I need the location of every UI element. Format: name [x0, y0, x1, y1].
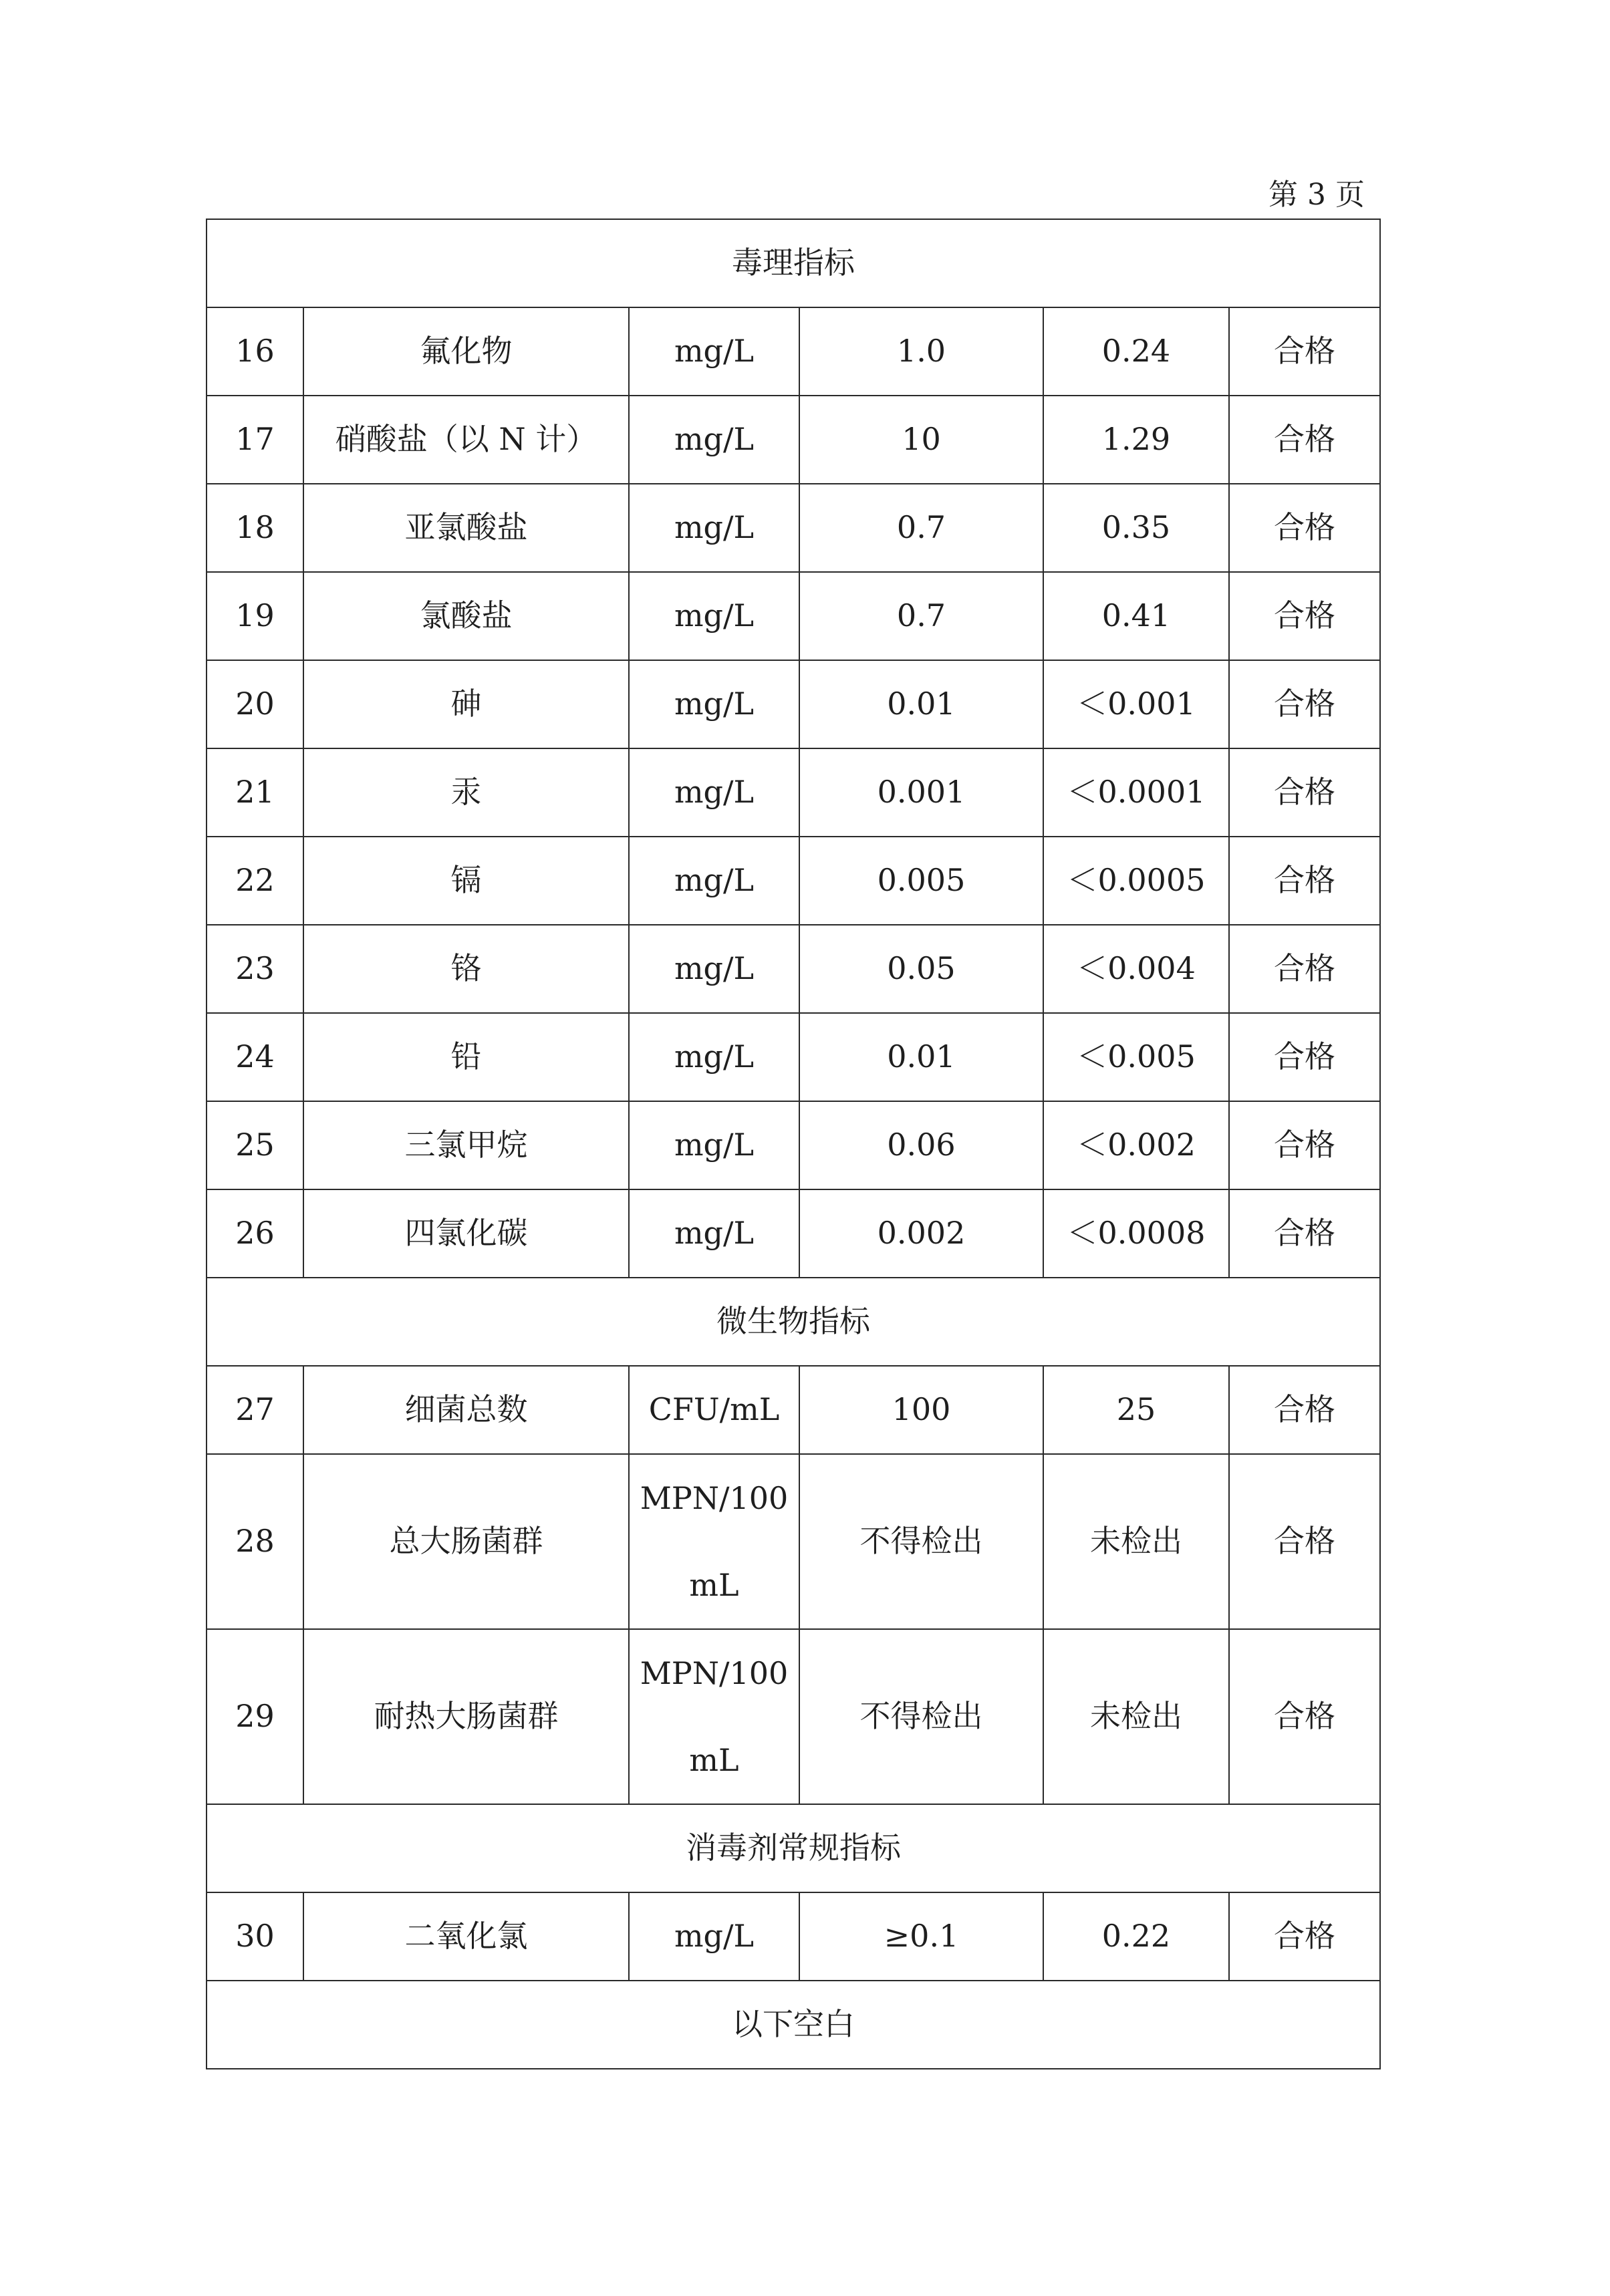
row-result: 0.24: [1043, 307, 1229, 396]
row-number: 17: [207, 396, 303, 484]
row-result: ＜0.005: [1043, 1013, 1229, 1101]
row-limit: 不得检出: [799, 1629, 1043, 1804]
row-unit: [629, 1629, 799, 1804]
row-unit-line1: MPN/100: [640, 1655, 789, 1691]
row-number: 30: [207, 1892, 303, 1981]
row-unit: mg/L: [629, 1189, 799, 1278]
row-unit: mg/L: [629, 396, 799, 484]
table-row: [207, 396, 1380, 484]
row-unit: mg/L: [629, 748, 799, 837]
table-row: [207, 660, 1380, 748]
table-row: [207, 748, 1380, 837]
table-row: [207, 837, 1380, 925]
row-item: 细菌总数: [303, 1366, 629, 1454]
page-number: 第 3 页: [1268, 178, 1365, 212]
row-unit-line2: mL: [689, 1742, 739, 1778]
row-unit: mg/L: [629, 1101, 799, 1189]
row-verdict: 合格: [1229, 1454, 1380, 1629]
row-item: 亚氯酸盐: [303, 484, 629, 572]
row-number: 21: [207, 748, 303, 837]
row-limit: 0.05: [799, 925, 1043, 1013]
row-verdict: 合格: [1229, 1101, 1380, 1189]
row-limit: 10: [799, 396, 1043, 484]
table-row: [207, 1892, 1380, 1981]
row-unit-line1: MPN/100: [640, 1480, 789, 1516]
row-unit: [629, 1454, 799, 1629]
section-title: 微生物指标: [207, 1278, 1380, 1366]
table-row: [207, 1013, 1380, 1101]
row-result: 25: [1043, 1366, 1229, 1454]
row-item: 铬: [303, 925, 629, 1013]
row-verdict: 合格: [1229, 1189, 1380, 1278]
row-number: 26: [207, 1189, 303, 1278]
row-unit: mg/L: [629, 1892, 799, 1981]
row-item: 汞: [303, 748, 629, 837]
row-unit: mg/L: [629, 660, 799, 748]
table-row: [207, 1189, 1380, 1278]
section-title: 毒理指标: [207, 219, 1380, 307]
table-row: [207, 1454, 1380, 1629]
table-row: [207, 484, 1380, 572]
row-limit: 0.001: [799, 748, 1043, 837]
row-item: 四氯化碳: [303, 1189, 629, 1278]
row-item: 砷: [303, 660, 629, 748]
section-title: 消毒剂常规指标: [207, 1804, 1380, 1892]
row-result: ＜0.0005: [1043, 837, 1229, 925]
row-unit-line2: mL: [689, 1567, 739, 1603]
row-unit: mg/L: [629, 837, 799, 925]
row-result: ＜0.002: [1043, 1101, 1229, 1189]
blank-below-note: 以下空白: [207, 1981, 1380, 2069]
table-row: [207, 1366, 1380, 1454]
row-limit: 0.7: [799, 484, 1043, 572]
table-row: [207, 925, 1380, 1013]
row-result: 未检出: [1043, 1454, 1229, 1629]
table-row: [207, 1629, 1380, 1804]
row-item: 硝酸盐（以 N 计）: [303, 396, 629, 484]
row-limit: 0.01: [799, 660, 1043, 748]
row-number: 20: [207, 660, 303, 748]
row-limit: 0.7: [799, 572, 1043, 660]
row-item: 三氯甲烷: [303, 1101, 629, 1189]
row-number: 23: [207, 925, 303, 1013]
row-verdict: 合格: [1229, 1013, 1380, 1101]
row-number: 19: [207, 572, 303, 660]
row-limit: 0.06: [799, 1101, 1043, 1189]
row-item: 镉: [303, 837, 629, 925]
test-results-table: [206, 219, 1381, 2069]
row-verdict: 合格: [1229, 748, 1380, 837]
row-result: ＜0.001: [1043, 660, 1229, 748]
row-unit: mg/L: [629, 925, 799, 1013]
row-verdict: 合格: [1229, 307, 1380, 396]
section-header: [207, 1804, 1380, 1892]
section-header: [207, 1278, 1380, 1366]
row-verdict: 合格: [1229, 572, 1380, 660]
row-item: 铅: [303, 1013, 629, 1101]
row-number: 18: [207, 484, 303, 572]
row-number: 27: [207, 1366, 303, 1454]
row-number: 25: [207, 1101, 303, 1189]
row-item: 总大肠菌群: [303, 1454, 629, 1629]
row-result: 0.41: [1043, 572, 1229, 660]
row-limit: 0.01: [799, 1013, 1043, 1101]
row-item: 二氧化氯: [303, 1892, 629, 1981]
row-result: 0.35: [1043, 484, 1229, 572]
row-result: 1.29: [1043, 396, 1229, 484]
row-unit: mg/L: [629, 307, 799, 396]
row-number: 29: [207, 1629, 303, 1804]
row-limit: 100: [799, 1366, 1043, 1454]
row-verdict: 合格: [1229, 837, 1380, 925]
row-item: 氟化物: [303, 307, 629, 396]
row-limit: 不得检出: [799, 1454, 1043, 1629]
row-verdict: 合格: [1229, 925, 1380, 1013]
row-result: ＜0.0001: [1043, 748, 1229, 837]
table-row: [207, 1101, 1380, 1189]
row-number: 16: [207, 307, 303, 396]
row-number: 22: [207, 837, 303, 925]
row-number: 28: [207, 1454, 303, 1629]
table-row: [207, 307, 1380, 396]
section-header: [207, 219, 1380, 307]
row-unit: mg/L: [629, 572, 799, 660]
row-result: ＜0.0008: [1043, 1189, 1229, 1278]
row-limit: ≥0.1: [799, 1892, 1043, 1981]
row-result: 0.22: [1043, 1892, 1229, 1981]
row-limit: 0.005: [799, 837, 1043, 925]
row-number: 24: [207, 1013, 303, 1101]
row-verdict: 合格: [1229, 1892, 1380, 1981]
row-unit: mg/L: [629, 484, 799, 572]
row-verdict: 合格: [1229, 1629, 1380, 1804]
row-item: 耐热大肠菌群: [303, 1629, 629, 1804]
row-item: 氯酸盐: [303, 572, 629, 660]
row-limit: 0.002: [799, 1189, 1043, 1278]
row-result: ＜0.004: [1043, 925, 1229, 1013]
row-unit: CFU/mL: [629, 1366, 799, 1454]
row-verdict: 合格: [1229, 660, 1380, 748]
row-verdict: 合格: [1229, 1366, 1380, 1454]
row-unit: mg/L: [629, 1013, 799, 1101]
table-row: [207, 572, 1380, 660]
row-result: 未检出: [1043, 1629, 1229, 1804]
table-footer: [207, 1981, 1380, 2069]
row-verdict: 合格: [1229, 484, 1380, 572]
row-limit: 1.0: [799, 307, 1043, 396]
row-verdict: 合格: [1229, 396, 1380, 484]
